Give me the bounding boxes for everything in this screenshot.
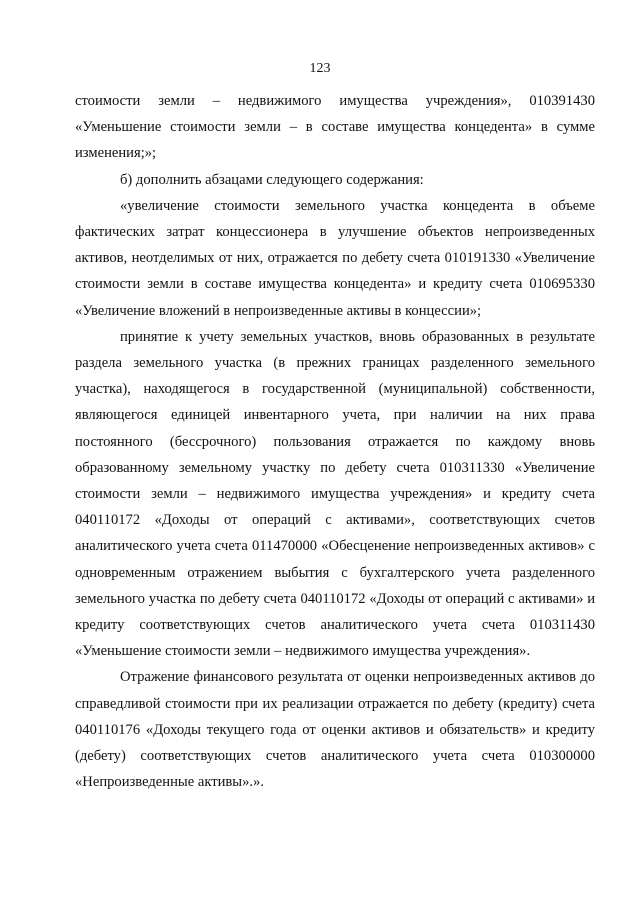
paragraph-3: «увеличение стоимости земельного участка концедента в объеме фактических затрат концессионера в улучшение объектов непроизведенных активов, неотделимых от них, отражается по дебету счета 010191330 «Увеличение стоимости земли в составе имущества концедента» и кредиту счета 010695330 «Увеличение вложений в непроизведенные активы в концессии»; bbox=[75, 197, 595, 319]
paragraph-5: Отражение финансового результата от оценки непроизведенных активов до справедливой стоимости при их реализации отражается по дебету (кредиту) счета 040110176 «Доходы текущего года от оценки активов и обязательств» и кредиту (дебету) соответствующих счетов аналитического учета счета 010300000 «Непроизведенные активы».». bbox=[75, 669, 595, 791]
document-body bbox=[75, 88, 595, 795]
paragraph-2: б) дополнить абзацами следующего содержания: bbox=[120, 171, 424, 188]
paragraph-1: стоимости земли – недвижимого имущества учреждения», 010391430 «Уменьшение стоимости земли – в составе имущества концедента» в сумме изменения;»; bbox=[75, 93, 595, 162]
paragraph-4: принятие к учету земельных участков, вновь образованных в результате раздела земельного участка (в прежних границах разделенного земельного участка), находящегося в государственной (муниципальной) собственности, являющегося единицей инвентарного учета, при наличии на них права постоянного (бессрочного) пользования отражается по каждому вновь образованному земельному участку по дебету счета 010311330 «Увеличение стоимости земли – недвижимого имущества учреждения» и кредиту счета 040110172 «Доходы от операций с активами», соответствующих счетов аналитического учета счета 011470000 «Обесценение непроизведенных активов» с одновременным отражением выбытия с бухгалтерского учета разделенного земельного участка по дебету счета 040110172 «Доходы от операций с активами» и кредиту соответствующих счетов аналитического учета счета 010311430 «Уменьшение стоимости земли – недвижимого имущества учреждения». bbox=[75, 328, 595, 660]
page-number: 123 bbox=[309, 61, 331, 76]
